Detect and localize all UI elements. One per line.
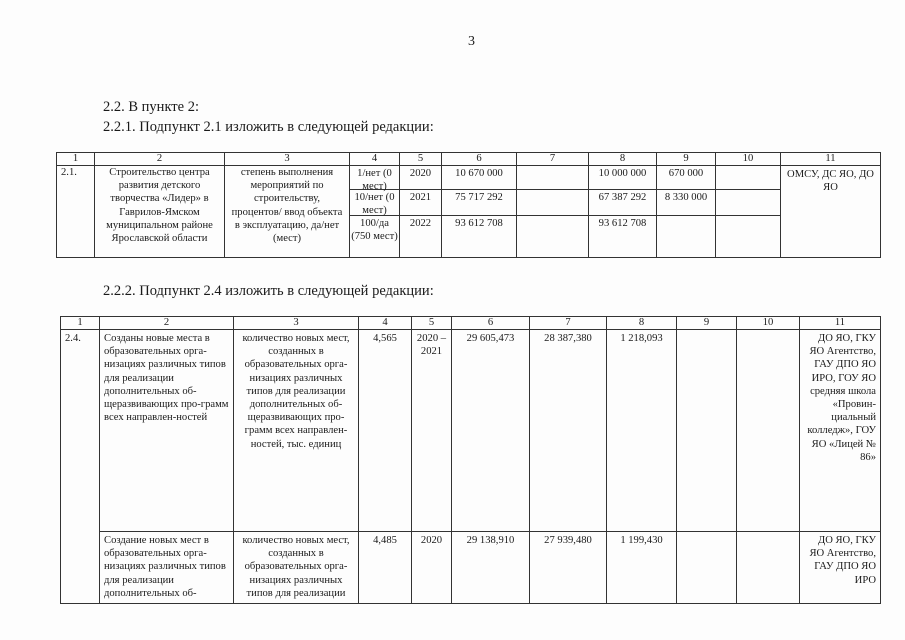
col6-values: [442, 166, 517, 258]
amount-col9: [677, 532, 737, 604]
col10-values: [716, 166, 781, 258]
activity-name: Создание новых мест в образовательных орга-низациях различных типов для реализации дополнительных об-: [100, 532, 234, 604]
table2-header-cell: 5: [412, 317, 452, 330]
indicator-value: 1/нет (0 мест): [350, 166, 399, 190]
year: 2021: [400, 190, 441, 216]
table1-header-cell: 4: [350, 153, 400, 166]
table2-header-cell: 10: [737, 317, 800, 330]
table1-header-cell: 5: [400, 153, 442, 166]
section-2-2-heading: 2.2. В пункте 2:: [103, 99, 199, 115]
amount: [716, 190, 780, 216]
activity-name: Созданы новые места в образовательных орга-низациях различных типов для реализации дополнительных об-щеразвивающих про-грамм всех направлен-ностей: [100, 330, 234, 532]
table2-header-cell: 1: [61, 317, 100, 330]
executor: ДО ЯО, ГКУ ЯО Агентство, ГАУ ДПО ЯО ИРО: [800, 532, 881, 604]
amount-col6: 29 138,910: [452, 532, 530, 604]
indicator-name: количество новых мест, созданных в образовательных орга-низациях различных типов для реализации дополнительных об-щеразвивающих про-грамм всех направлен-ностей, тыс. единиц: [234, 330, 359, 532]
table1-header-cell: 2: [95, 153, 225, 166]
table2-row-2-4: [61, 330, 881, 532]
indicator-value: 4,485: [359, 532, 412, 604]
indicator-name: степень выполнения мероприятий по строительству, процентов/ ввод объекта в эксплуатацию, да/нет (мест): [225, 166, 350, 258]
amount: 93 612 708: [455, 218, 503, 229]
col8-values: [589, 166, 657, 258]
executor: ДО ЯО, ГКУ ЯО Агентство, ГАУ ДПО ЯО ИРО, ГОУ ЯО средняя школа «Провин-циальный колледж», ГОУ ЯО «Лицей № 86»: [800, 330, 881, 532]
indicator-value: 100/да (750 мест): [351, 218, 398, 243]
executor: ОМСУ, ДС ЯО, ДО ЯО: [781, 166, 881, 258]
amount: 75 717 292: [442, 190, 516, 216]
amount: 10 000 000: [589, 166, 656, 190]
year: 2022: [409, 218, 432, 229]
row-number: [61, 532, 100, 604]
amount: 67 387 292: [589, 190, 656, 216]
row-number: 2.1.: [57, 166, 95, 258]
table1-header-cell: 1: [57, 153, 95, 166]
table1-header-cell: 6: [442, 153, 517, 166]
amount: [517, 190, 588, 216]
table2-header-cell: 4: [359, 317, 412, 330]
year: 2020: [400, 166, 441, 190]
section-2-2-2-heading: 2.2.2. Подпункт 2.4 изложить в следующей редакции:: [103, 283, 434, 299]
table1-header-cell: 10: [716, 153, 781, 166]
table1-header-cell: 7: [517, 153, 589, 166]
activity-name: Строительство центра развития детского творчества «Лидер» в Гаврилов-Ямском муниципальном районе Ярославской области: [95, 166, 225, 258]
table2-header-cell: 9: [677, 317, 737, 330]
amount-col10: [737, 532, 800, 604]
col9-values: [657, 166, 716, 258]
amount-col7: 27 939,480: [530, 532, 607, 604]
col7-values: [517, 166, 589, 258]
years: [400, 166, 442, 258]
amount-col10: [737, 330, 800, 532]
year: 2020: [412, 532, 452, 604]
page-number: 3: [468, 34, 475, 49]
amount-col7: 28 387,380: [530, 330, 607, 532]
section-2-2-1-heading: 2.2.1. Подпункт 2.1 изложить в следующей редакции:: [103, 119, 434, 135]
table1-header-row: [57, 153, 881, 166]
amount: 8 330 000: [657, 190, 715, 216]
amount: 10 670 000: [442, 166, 516, 190]
year: 2020 – 2021: [412, 330, 452, 532]
indicator-value: 4,565: [359, 330, 412, 532]
table-subpoint-2-1: [56, 152, 881, 258]
table2-header-cell: 8: [607, 317, 677, 330]
table2-header-cell: 11: [800, 317, 881, 330]
amount: [517, 166, 588, 190]
row-number: 2.4.: [61, 330, 100, 532]
indicator-value: 10/нет (0 мест): [350, 190, 399, 216]
amount: [716, 216, 780, 242]
indicator-values: [350, 166, 400, 258]
amount-col8: 1 218,093: [607, 330, 677, 532]
table2-header-cell: 3: [234, 317, 359, 330]
table2-row-2-4-sub: [61, 532, 881, 604]
table2-header-row: [61, 317, 881, 330]
table2-header-cell: 6: [452, 317, 530, 330]
table2-header-cell: 7: [530, 317, 607, 330]
amount: [517, 216, 588, 242]
amount-col8: 1 199,430: [607, 532, 677, 604]
table1-header-cell: 11: [781, 153, 881, 166]
table2-header-cell: 2: [100, 317, 234, 330]
amount: [657, 216, 715, 242]
amount: [716, 166, 780, 190]
amount-col6: 29 605,473: [452, 330, 530, 532]
amount: 93 612 708: [598, 218, 647, 229]
indicator-name: количество новых мест, созданных в образовательных орга-низациях различных типов для реализации: [234, 532, 359, 604]
amount-col9: [677, 330, 737, 532]
table1-header-cell: 9: [657, 153, 716, 166]
table1-header-cell: 3: [225, 153, 350, 166]
table-subpoint-2-4: [60, 316, 881, 604]
amount: 670 000: [657, 166, 715, 190]
table1-row-2-1: [57, 166, 881, 258]
table1-header-cell: 8: [589, 153, 657, 166]
